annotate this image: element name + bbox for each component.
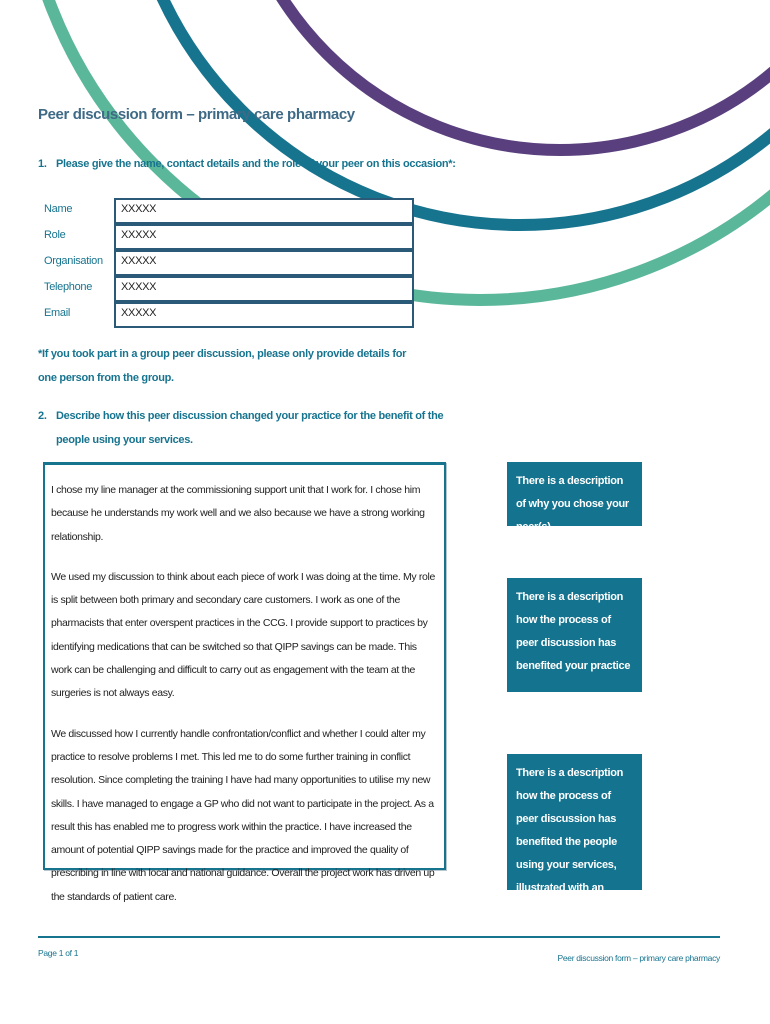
question-1-number: 1. [38, 158, 47, 170]
field-row-organisation [44, 250, 414, 276]
footer-doc-title: Peer discussion form – primary care pharmacy [557, 953, 720, 963]
group-discussion-note: *If you took part in a group peer discussion, please only provide details for one person from the group. [38, 348, 407, 384]
organisation-field[interactable] [114, 250, 414, 276]
answer-textbox[interactable] [43, 462, 446, 903]
question-1-text: Please give the name, contact details and the role of your peer on this occasion*: [56, 158, 456, 170]
field-row-email [44, 302, 414, 328]
footer-divider [38, 936, 720, 938]
role-label: Role [44, 229, 66, 241]
answer-paragraph-3: We discussed how I currently handle confrontation/conflict and whether I could alter my practice to resolve problems I met. This led me to do some further training in conflict resolution. Since completing the training I have had many opportunities to utilise my new skills. I have managed to engage a GP who did not want to participate in the project. As a result this has enabled me to progress work within the practice. I have increased the amount of potential QIPP savings made for the practice and improved the quality of prescribing in line with local and national guidance. Overall the project work has driven up the standards of patient care. [51, 727, 435, 903]
question-2 [38, 404, 443, 452]
question-2-line-1: Describe how this peer discussion changed your practice for the benefit of the [56, 410, 444, 422]
answer-paragraph-1: I chose my line manager at the commissioning support unit that I work for. I chose him because he understands my work well and we also because we have a strong working relationship. [51, 484, 425, 543]
field-row-role [44, 224, 414, 250]
question-1 [38, 152, 456, 176]
organisation-value: XXXXX [121, 255, 157, 267]
callout-why-chose-peer: There is a description of why you chose your peer(s) [507, 462, 642, 526]
field-row-name [44, 198, 414, 224]
question-2-line-2: people using your services. [56, 434, 193, 446]
name-label: Name [44, 203, 73, 215]
callout-benefited-people: There is a description how the process of peer discussion has benefited the people using your services, illustrated with an example [507, 754, 642, 890]
organisation-label: Organisation [44, 255, 103, 267]
callout-benefited-practice: There is a description how the process of peer discussion has benefited your practice [507, 578, 642, 692]
email-label: Email [44, 307, 71, 319]
role-field[interactable] [114, 224, 414, 250]
telephone-label: Telephone [44, 281, 93, 293]
field-row-telephone [44, 276, 414, 302]
role-value: XXXXX [121, 229, 157, 241]
email-value: XXXXX [121, 307, 157, 319]
page-title: Peer discussion form – primary care pharmacy [38, 106, 355, 123]
name-field[interactable] [114, 198, 414, 224]
purple-arc [230, 0, 770, 150]
question-2-number: 2. [38, 410, 47, 422]
telephone-field[interactable] [114, 276, 414, 302]
name-value: XXXXX [121, 203, 157, 215]
answer-paragraph-2: We used my discussion to think about each piece of work I was doing at the time. My role is split between both primary and secondary care customers. I work as one of the pharmacists that enter overspent practices in the CCG. I provide support to practices by identifying medications that can be switched so that QIPP savings can be made. This work can be challenging and difficult to carry out as engagement with the team at the surgeries is not always easy. [51, 570, 435, 700]
telephone-value: XXXXX [121, 281, 157, 293]
email-field[interactable] [114, 302, 414, 328]
page-number: Page 1 of 1 [38, 948, 79, 958]
